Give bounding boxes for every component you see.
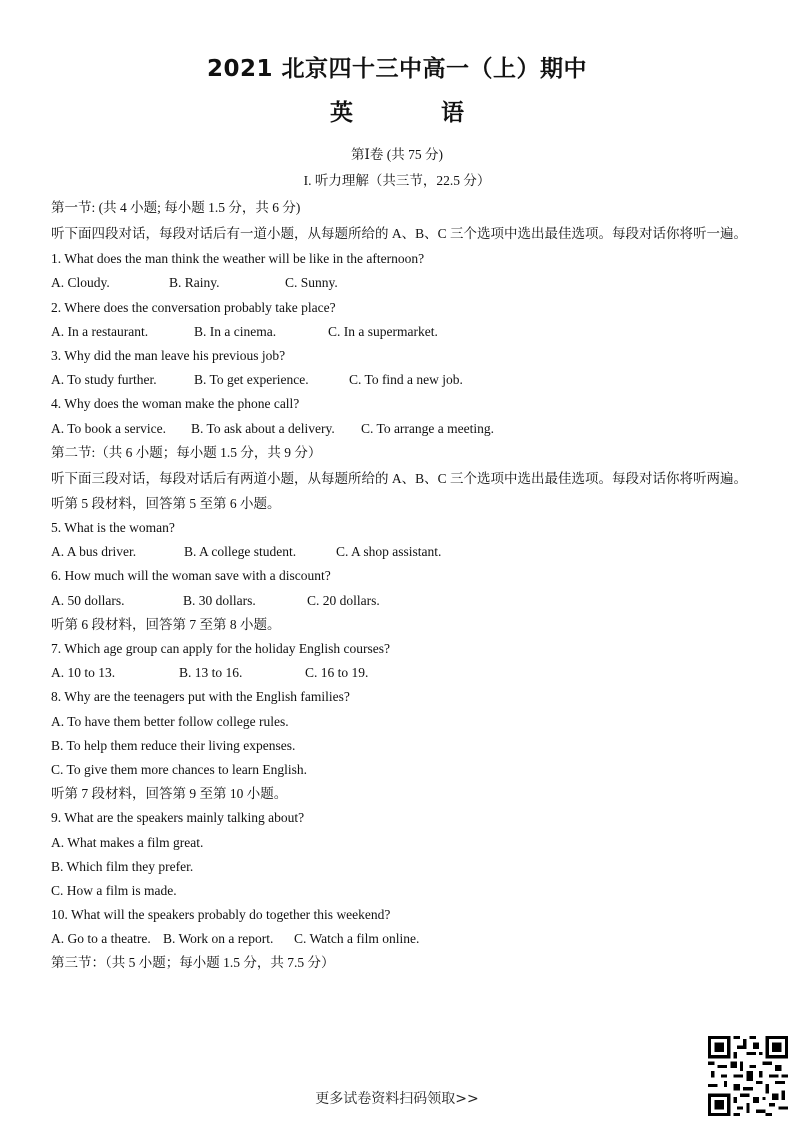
footer-qr-prompt: 更多试卷资料扫码领取>> <box>315 1091 479 1107</box>
option-c: C. A shop assistant. <box>336 544 442 560</box>
section1-instructions: 听下面四段对话，每段对话后有一道小题，从每题所给的 A、B、C 三个选项中选出最佳选项。每段对话你将听一遍。 <box>51 226 748 242</box>
option-a: A. A bus driver. <box>51 544 137 560</box>
question-6: 6. How much will the woman save with a discount? <box>51 568 331 584</box>
option-a: A. To book a service. <box>51 420 167 436</box>
question-10: 10. What will the speakers probably do together this weekend? <box>51 907 391 923</box>
material-5-note: 听第 5 段材料，回答第 5 至第 6 小题。 <box>51 495 281 511</box>
option-b: B. Work on a report. <box>163 931 274 947</box>
option-c: C. Watch a film online. <box>294 931 420 947</box>
option-c: C. In a supermarket. <box>328 323 438 339</box>
option-c: C. To find a new job. <box>349 372 463 388</box>
question-9: 9. What are the speakers mainly talking about? <box>51 810 305 826</box>
question-7: 7. Which age group can apply for the holiday English courses? <box>51 641 391 656</box>
question-8-option-a: A. To have them better follow college rules. <box>51 713 289 729</box>
option-c: C. 16 to 19. <box>305 665 369 681</box>
option-a: A. 10 to 13. <box>51 665 116 681</box>
section3-heading: 第三节：（共 5 小题；每小题 1.5 分，共 7.5 分） <box>51 955 335 971</box>
option-b: B. 30 dollars. <box>183 592 256 608</box>
option-c: C. Sunny. <box>285 275 338 291</box>
question-10-options <box>51 927 751 951</box>
question-1: 1. What does the man think the weather will be like in the afternoon? <box>51 251 425 267</box>
option-c: C. 20 dollars. <box>307 592 380 608</box>
option-b: B. Rainy. <box>169 275 220 291</box>
question-8-option-c: C. To give them more chances to learn English. <box>51 761 307 777</box>
option-b: B. To ask about a delivery. <box>191 420 335 436</box>
section1-heading: 第一节: (共 4 小题; 每小题 1.5 分，共 6 分) <box>51 200 301 215</box>
page-title: 2021 北京四十三中高一（上）期中 <box>206 56 588 82</box>
question-7-options <box>51 661 751 685</box>
part-heading: I. 听力理解（共三节，22.5 分） <box>303 173 491 188</box>
question-9-option-a: A. What makes a film great. <box>51 834 204 850</box>
question-3: 3. Why did the man leave his previous job? <box>51 347 286 363</box>
question-9-option-b: B. Which film they prefer. <box>51 858 194 874</box>
option-b: B. A college student. <box>184 544 297 560</box>
question-4-options <box>51 417 751 441</box>
option-b: B. 13 to 16. <box>179 665 243 681</box>
section2-instructions: 听下面三段对话，每段对话后有两道小题，从每题所给的 A、B、C 三个选项中选出最佳选项。每段对话你将听两遍。 <box>51 470 748 486</box>
volume-heading: 第Ⅰ卷 (共 75 分) <box>351 147 443 162</box>
question-3-options <box>51 368 751 392</box>
question-4: 4. Why does the woman make the phone call? <box>51 396 300 412</box>
question-8: 8. Why are the teenagers put with the English families? <box>51 689 350 705</box>
question-2-options <box>51 320 751 344</box>
exam-body <box>51 196 751 976</box>
subject-title: 英 语 <box>329 100 504 126</box>
section2-heading: 第二节:（共 6 小题；每小题 1.5 分，共 9 分） <box>51 444 322 460</box>
question-2: 2. Where does the conversation probably take place? <box>51 299 336 315</box>
option-c: C. To arrange a meeting. <box>361 420 495 436</box>
option-a: A. 50 dollars. <box>51 592 125 608</box>
question-5: 5. What is the woman? <box>51 520 175 536</box>
option-a: A. In a restaurant. <box>51 323 149 339</box>
question-1-options <box>51 271 751 295</box>
option-a: A. Cloudy. <box>51 275 110 291</box>
option-a: A. To study further. <box>51 372 157 388</box>
option-a: A. Go to a theatre. <box>51 931 151 947</box>
material-7-note: 听第 7 段材料，回答第 9 至第 10 小题。 <box>51 786 288 802</box>
option-b: B. In a cinema. <box>194 323 277 339</box>
option-b: B. To get experience. <box>194 372 309 388</box>
material-6-note: 听第 6 段材料，回答第 7 至第 8 小题。 <box>51 616 281 632</box>
question-8-option-b: B. To help them reduce their living expenses. <box>51 737 296 753</box>
question-9-option-c: C. How a film is made. <box>51 882 177 898</box>
question-6-options <box>51 589 751 613</box>
question-5-options <box>51 540 751 564</box>
